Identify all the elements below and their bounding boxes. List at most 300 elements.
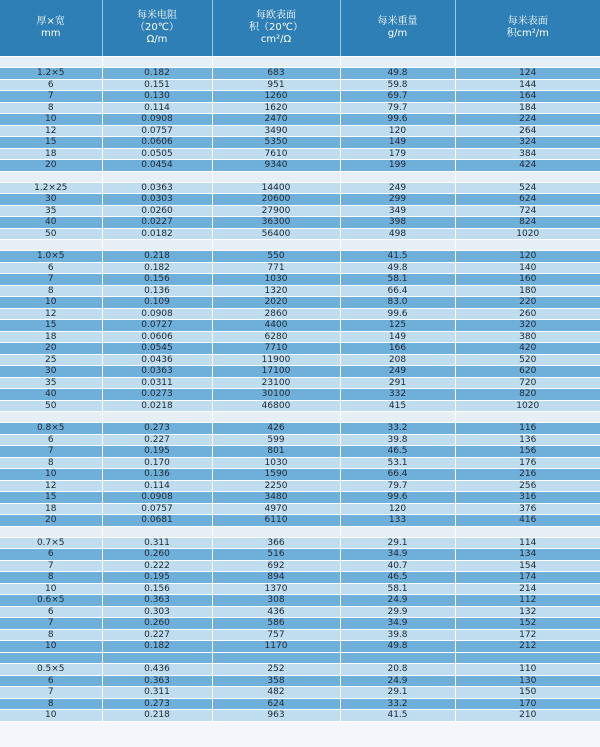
header-line: 厚×宽 — [36, 16, 65, 27]
cell-size: 40 — [0, 389, 102, 401]
cell-surface-per-meter: 380 — [455, 331, 600, 343]
cell-surface-per-ohm: 30100 — [212, 389, 340, 401]
cell-resistance: 0.0545 — [102, 343, 212, 355]
table-body — [0, 57, 600, 722]
cell-surface-per-ohm: 358 — [212, 675, 340, 687]
cell-resistance: 0.311 — [102, 537, 212, 549]
cell-weight: 24.9 — [340, 675, 455, 687]
cell-resistance: 0.156 — [102, 583, 212, 595]
cell-weight: 24.9 — [340, 595, 455, 607]
cell-size: 20 — [0, 343, 102, 355]
cell-size: 1.2×5 — [0, 68, 102, 80]
cell-resistance: 0.170 — [102, 457, 212, 469]
cell-surface-per-meter: 824 — [455, 217, 600, 229]
cell-weight: 53.1 — [340, 457, 455, 469]
cell-size: 50 — [0, 228, 102, 240]
cell-resistance: 0.156 — [102, 274, 212, 286]
cell-weight: 39.8 — [340, 434, 455, 446]
table-row — [0, 114, 600, 126]
cell-surface-per-meter: 520 — [455, 354, 600, 366]
cell-surface-per-ohm: 1030 — [212, 457, 340, 469]
empty-cell — [455, 57, 600, 68]
table-row — [0, 469, 600, 481]
cell-surface-per-ohm: 1620 — [212, 102, 340, 114]
cell-surface-per-ohm: 482 — [212, 687, 340, 699]
cell-surface-per-ohm: 4400 — [212, 320, 340, 332]
cell-size: 50 — [0, 400, 102, 412]
table-row — [0, 629, 600, 641]
cell-size: 30 — [0, 194, 102, 206]
table-row — [0, 606, 600, 618]
cell-resistance: 0.0757 — [102, 503, 212, 515]
cell-resistance: 0.0273 — [102, 389, 212, 401]
table-row — [0, 560, 600, 572]
cell-surface-per-meter: 424 — [455, 160, 600, 172]
table-row — [0, 148, 600, 160]
cell-surface-per-ohm: 6280 — [212, 331, 340, 343]
empty-cell — [340, 412, 455, 423]
cell-resistance: 0.130 — [102, 91, 212, 103]
cell-surface-per-meter: 164 — [455, 91, 600, 103]
cell-size: 6 — [0, 434, 102, 446]
empty-cell — [102, 526, 212, 537]
cell-size: 10 — [0, 710, 102, 722]
empty-cell — [455, 412, 600, 423]
cell-surface-per-ohm: 7610 — [212, 148, 340, 160]
empty-cell — [340, 171, 455, 182]
cell-size: 15 — [0, 137, 102, 149]
cell-resistance: 0.136 — [102, 285, 212, 297]
header-line: （20℃） — [135, 22, 179, 33]
empty-cell — [340, 57, 455, 68]
cell-weight: 120 — [340, 503, 455, 515]
cell-resistance: 0.363 — [102, 595, 212, 607]
cell-surface-per-ohm: 366 — [212, 537, 340, 549]
cell-resistance: 0.195 — [102, 572, 212, 584]
cell-resistance: 0.0606 — [102, 331, 212, 343]
table-row — [0, 274, 600, 286]
cell-resistance: 0.182 — [102, 262, 212, 274]
cell-surface-per-meter: 170 — [455, 698, 600, 710]
column-header-size — [0, 0, 102, 57]
cell-size: 6 — [0, 549, 102, 561]
cell-size: 35 — [0, 205, 102, 217]
header-line: 每欧表面 — [256, 10, 296, 21]
cell-surface-per-meter: 620 — [455, 366, 600, 378]
cell-surface-per-ohm: 6110 — [212, 515, 340, 527]
empty-cell — [212, 526, 340, 537]
cell-resistance: 0.303 — [102, 606, 212, 618]
cell-surface-per-ohm: 17100 — [212, 366, 340, 378]
cell-surface-per-meter: 152 — [455, 618, 600, 630]
header-line: cm²/Ω — [260, 34, 292, 45]
table-row — [0, 308, 600, 320]
cell-surface-per-meter: 174 — [455, 572, 600, 584]
group-spacer-row — [0, 171, 600, 182]
cell-surface-per-meter: 156 — [455, 446, 600, 458]
cell-resistance: 0.0182 — [102, 228, 212, 240]
empty-cell — [212, 171, 340, 182]
cell-weight: 20.8 — [340, 664, 455, 676]
cell-resistance: 0.195 — [102, 446, 212, 458]
column-header-surface-per-ohm — [212, 0, 340, 57]
cell-size: 1.2×25 — [0, 182, 102, 194]
group-spacer-row — [0, 240, 600, 251]
cell-surface-per-ohm: 1030 — [212, 274, 340, 286]
cell-size: 6 — [0, 262, 102, 274]
cell-weight: 29.1 — [340, 537, 455, 549]
cell-size: 18 — [0, 331, 102, 343]
cell-weight: 99.6 — [340, 114, 455, 126]
cell-resistance: 0.227 — [102, 434, 212, 446]
cell-surface-per-ohm: 9340 — [212, 160, 340, 172]
cell-surface-per-ohm: 3480 — [212, 492, 340, 504]
empty-cell — [212, 652, 340, 664]
column-header-weight — [340, 0, 455, 57]
cell-weight: 415 — [340, 400, 455, 412]
table-row — [0, 572, 600, 584]
cell-size: 0.8×5 — [0, 423, 102, 435]
cell-surface-per-meter: 1020 — [455, 400, 600, 412]
cell-size: 6 — [0, 606, 102, 618]
cell-surface-per-ohm: 683 — [212, 68, 340, 80]
cell-weight: 69.7 — [340, 91, 455, 103]
cell-surface-per-meter: 114 — [455, 537, 600, 549]
cell-weight: 249 — [340, 366, 455, 378]
cell-resistance: 0.218 — [102, 251, 212, 263]
cell-weight: 125 — [340, 320, 455, 332]
cell-resistance: 0.227 — [102, 629, 212, 641]
table-header — [0, 0, 600, 57]
cell-weight: 133 — [340, 515, 455, 527]
cell-resistance: 0.0218 — [102, 400, 212, 412]
cell-resistance: 0.273 — [102, 423, 212, 435]
empty-cell — [0, 171, 102, 182]
table-row — [0, 664, 600, 676]
table-row — [0, 687, 600, 699]
table-row — [0, 515, 600, 527]
cell-resistance: 0.136 — [102, 469, 212, 481]
cell-weight: 83.0 — [340, 297, 455, 309]
header-line: Ω/m — [146, 34, 168, 45]
cell-size: 20 — [0, 160, 102, 172]
empty-cell — [102, 171, 212, 182]
cell-surface-per-meter: 420 — [455, 343, 600, 355]
cell-resistance: 0.151 — [102, 79, 212, 91]
table-row — [0, 503, 600, 515]
cell-size: 8 — [0, 629, 102, 641]
empty-cell — [340, 240, 455, 251]
cell-size: 7 — [0, 618, 102, 630]
column-header-surface-per-meter — [455, 0, 600, 57]
cell-weight: 34.9 — [340, 549, 455, 561]
empty-cell — [212, 57, 340, 68]
table-row — [0, 389, 600, 401]
cell-surface-per-meter: 140 — [455, 262, 600, 274]
empty-cell — [102, 240, 212, 251]
table-row — [0, 710, 600, 722]
cell-surface-per-ohm: 426 — [212, 423, 340, 435]
cell-surface-per-ohm: 2250 — [212, 480, 340, 492]
cell-weight: 332 — [340, 389, 455, 401]
cell-surface-per-meter: 112 — [455, 595, 600, 607]
cell-size: 8 — [0, 572, 102, 584]
cell-surface-per-meter: 176 — [455, 457, 600, 469]
table-row — [0, 125, 600, 137]
table-row — [0, 583, 600, 595]
cell-surface-per-ohm: 1320 — [212, 285, 340, 297]
cell-weight: 58.1 — [340, 274, 455, 286]
cell-size: 7 — [0, 560, 102, 572]
cell-surface-per-ohm: 14400 — [212, 182, 340, 194]
empty-cell — [102, 412, 212, 423]
cell-surface-per-ohm: 692 — [212, 560, 340, 572]
table-row — [0, 79, 600, 91]
empty-cell — [0, 240, 102, 251]
cell-size: 6 — [0, 79, 102, 91]
table-row — [0, 251, 600, 263]
table-row — [0, 285, 600, 297]
cell-resistance: 0.182 — [102, 641, 212, 653]
cell-weight: 66.4 — [340, 469, 455, 481]
cell-surface-per-ohm: 951 — [212, 79, 340, 91]
header-line: 每米表面 — [507, 16, 548, 27]
table-row — [0, 297, 600, 309]
cell-size: 0.7×5 — [0, 537, 102, 549]
cell-surface-per-ohm: 7710 — [212, 343, 340, 355]
cell-size: 6 — [0, 675, 102, 687]
cell-weight: 149 — [340, 137, 455, 149]
cell-weight: 46.5 — [340, 572, 455, 584]
cell-surface-per-ohm: 550 — [212, 251, 340, 263]
header-line: mm — [41, 28, 61, 39]
cell-surface-per-meter: 724 — [455, 205, 600, 217]
empty-cell — [212, 240, 340, 251]
table-row — [0, 137, 600, 149]
table-row — [0, 698, 600, 710]
cell-resistance: 0.114 — [102, 102, 212, 114]
cell-surface-per-meter: 136 — [455, 434, 600, 446]
header-line: 积（20℃） — [249, 22, 303, 33]
cell-weight: 179 — [340, 148, 455, 160]
table-row — [0, 343, 600, 355]
table-row — [0, 400, 600, 412]
table-row — [0, 423, 600, 435]
cell-surface-per-meter: 134 — [455, 549, 600, 561]
header-line: 积cm²/m — [506, 28, 549, 39]
cell-weight: 59.8 — [340, 79, 455, 91]
cell-surface-per-meter: 120 — [455, 251, 600, 263]
table-row — [0, 675, 600, 687]
cell-size: 35 — [0, 377, 102, 389]
cell-surface-per-meter: 130 — [455, 675, 600, 687]
cell-resistance: 0.0908 — [102, 492, 212, 504]
table-row — [0, 537, 600, 549]
cell-weight: 498 — [340, 228, 455, 240]
cell-surface-per-meter: 216 — [455, 469, 600, 481]
table-row — [0, 480, 600, 492]
table-row — [0, 68, 600, 80]
table-row — [0, 262, 600, 274]
cell-size: 12 — [0, 480, 102, 492]
cell-surface-per-meter: 150 — [455, 687, 600, 699]
cell-surface-per-ohm: 2860 — [212, 308, 340, 320]
cell-size: 10 — [0, 297, 102, 309]
table-row — [0, 160, 600, 172]
cell-surface-per-ohm: 4970 — [212, 503, 340, 515]
empty-cell — [455, 240, 600, 251]
cell-resistance: 0.363 — [102, 675, 212, 687]
cell-surface-per-meter: 214 — [455, 583, 600, 595]
table-row — [0, 377, 600, 389]
cell-resistance: 0.0505 — [102, 148, 212, 160]
cell-size: 0.5×5 — [0, 664, 102, 676]
cell-surface-per-meter: 264 — [455, 125, 600, 137]
table-row — [0, 492, 600, 504]
cell-weight: 291 — [340, 377, 455, 389]
table-row — [0, 102, 600, 114]
cell-weight: 299 — [340, 194, 455, 206]
table-row — [0, 228, 600, 240]
cell-weight: 58.1 — [340, 583, 455, 595]
empty-cell — [102, 57, 212, 68]
cell-weight: 39.8 — [340, 629, 455, 641]
cell-weight: 49.8 — [340, 262, 455, 274]
cell-weight: 99.6 — [340, 492, 455, 504]
cell-weight: 41.5 — [340, 251, 455, 263]
cell-surface-per-meter: 220 — [455, 297, 600, 309]
cell-surface-per-meter: 1020 — [455, 228, 600, 240]
cell-surface-per-ohm: 624 — [212, 698, 340, 710]
header-row — [0, 0, 600, 57]
cell-surface-per-meter: 116 — [455, 423, 600, 435]
table-row — [0, 320, 600, 332]
table-row — [0, 595, 600, 607]
group-spacer-row — [0, 526, 600, 537]
cell-surface-per-ohm: 436 — [212, 606, 340, 618]
cell-size: 25 — [0, 354, 102, 366]
cell-weight: 208 — [340, 354, 455, 366]
cell-weight: 41.5 — [340, 710, 455, 722]
cell-surface-per-meter: 224 — [455, 114, 600, 126]
cell-resistance: 0.273 — [102, 698, 212, 710]
cell-surface-per-meter: 524 — [455, 182, 600, 194]
cell-surface-per-meter: 172 — [455, 629, 600, 641]
cell-surface-per-ohm: 2470 — [212, 114, 340, 126]
cell-weight: 199 — [340, 160, 455, 172]
cell-surface-per-meter: 376 — [455, 503, 600, 515]
empty-cell — [455, 171, 600, 182]
empty-cell — [0, 57, 102, 68]
cell-resistance: 0.0606 — [102, 137, 212, 149]
cell-surface-per-meter: 416 — [455, 515, 600, 527]
cell-surface-per-ohm: 1590 — [212, 469, 340, 481]
cell-surface-per-ohm: 1370 — [212, 583, 340, 595]
cell-surface-per-ohm: 23100 — [212, 377, 340, 389]
cell-weight: 66.4 — [340, 285, 455, 297]
cell-size: 12 — [0, 125, 102, 137]
cell-size: 8 — [0, 457, 102, 469]
cell-size: 10 — [0, 469, 102, 481]
group-spacer-row — [0, 57, 600, 68]
table-row — [0, 366, 600, 378]
cell-weight: 40.7 — [340, 560, 455, 572]
cell-size: 30 — [0, 366, 102, 378]
cell-size: 10 — [0, 114, 102, 126]
cell-resistance: 0.0454 — [102, 160, 212, 172]
table-row — [0, 641, 600, 653]
cell-weight: 249 — [340, 182, 455, 194]
cell-resistance: 0.260 — [102, 618, 212, 630]
cell-surface-per-meter: 154 — [455, 560, 600, 572]
cell-surface-per-ohm: 20600 — [212, 194, 340, 206]
cell-surface-per-ohm: 599 — [212, 434, 340, 446]
cell-surface-per-ohm: 252 — [212, 664, 340, 676]
cell-size: 0.6×5 — [0, 595, 102, 607]
cell-surface-per-ohm: 1170 — [212, 641, 340, 653]
header-line: 每米电阻 — [137, 10, 177, 21]
cell-resistance: 0.0908 — [102, 114, 212, 126]
empty-cell — [102, 652, 212, 664]
table-row — [0, 446, 600, 458]
table-row — [0, 618, 600, 630]
cell-resistance: 0.260 — [102, 549, 212, 561]
cell-size: 40 — [0, 217, 102, 229]
cell-resistance: 0.0727 — [102, 320, 212, 332]
header-line: 每米重量 — [377, 16, 418, 27]
cell-resistance: 0.222 — [102, 560, 212, 572]
cell-weight: 166 — [340, 343, 455, 355]
cell-resistance: 0.0303 — [102, 194, 212, 206]
cell-size: 7 — [0, 274, 102, 286]
cell-surface-per-meter: 316 — [455, 492, 600, 504]
cell-weight: 398 — [340, 217, 455, 229]
cell-size: 1.0×5 — [0, 251, 102, 263]
cell-surface-per-meter: 384 — [455, 148, 600, 160]
cell-surface-per-meter: 820 — [455, 389, 600, 401]
cell-surface-per-meter: 124 — [455, 68, 600, 80]
cell-weight: 120 — [340, 125, 455, 137]
empty-cell — [0, 526, 102, 537]
cell-surface-per-meter: 324 — [455, 137, 600, 149]
cell-surface-per-meter: 260 — [455, 308, 600, 320]
cell-weight: 149 — [340, 331, 455, 343]
cell-surface-per-ohm: 1260 — [212, 91, 340, 103]
cell-resistance: 0.182 — [102, 68, 212, 80]
column-header-resistance — [102, 0, 212, 57]
cell-resistance: 0.0363 — [102, 366, 212, 378]
table-row — [0, 194, 600, 206]
empty-cell — [455, 526, 600, 537]
cell-weight: 79.7 — [340, 102, 455, 114]
cell-resistance: 0.0908 — [102, 308, 212, 320]
cell-surface-per-ohm: 771 — [212, 262, 340, 274]
cell-resistance: 0.311 — [102, 687, 212, 699]
group-spacer-row — [0, 412, 600, 423]
cell-weight: 349 — [340, 205, 455, 217]
table-row — [0, 182, 600, 194]
cell-resistance: 0.0757 — [102, 125, 212, 137]
table-row — [0, 457, 600, 469]
cell-weight: 46.5 — [340, 446, 455, 458]
cell-resistance: 0.0363 — [102, 182, 212, 194]
cell-surface-per-ohm: 5350 — [212, 137, 340, 149]
cell-surface-per-meter: 144 — [455, 79, 600, 91]
cell-surface-per-meter: 160 — [455, 274, 600, 286]
cell-weight: 33.2 — [340, 698, 455, 710]
cell-surface-per-meter: 624 — [455, 194, 600, 206]
cell-surface-per-ohm: 963 — [212, 710, 340, 722]
